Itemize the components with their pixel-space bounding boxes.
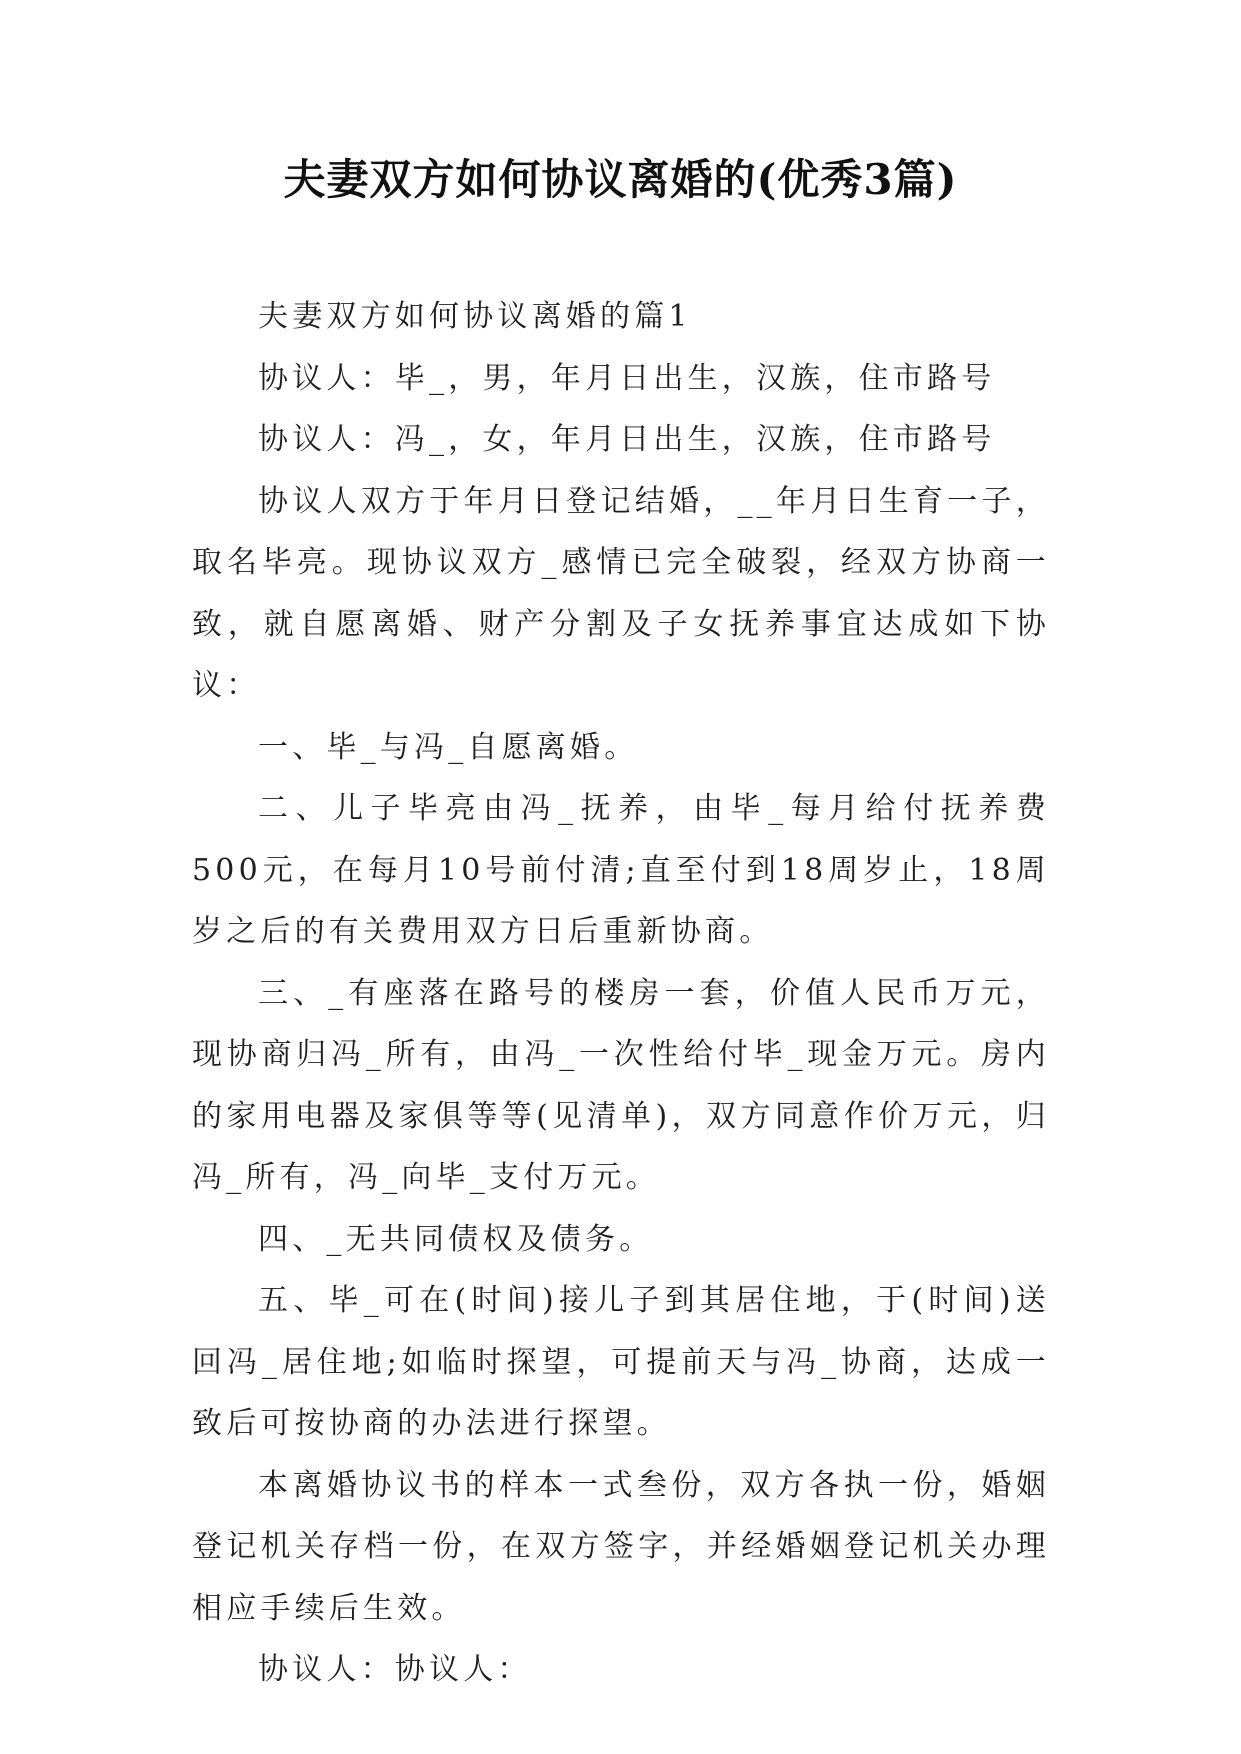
clause-5: 五、毕_可在(时间)接儿子到其居住地，于(时间)送回冯_居住地;如临时探望，可提前天与冯_协商，达成一致后可按协商的办法进行探望。 <box>192 1283 1050 1441</box>
document-body <box>192 286 1050 1701</box>
clause-4: 四、_无共同债权及债务。 <box>258 1221 654 1257</box>
clause-1: 一、毕_与冯_自愿离婚。 <box>258 729 639 765</box>
clause-3: 三、_有座落在路号的楼房一套，价值人民币万元，现协商归冯_所有，由冯_一次性给付毕_现金万元。房内的家用电器及家俱等等(见清单)，双方同意作价万元，归冯_所有，冯_向毕_支付万元。 <box>192 975 1050 1195</box>
intro-paragraph: 协议人双方于年月日登记结婚，__年月日生育一子，取名毕亮。现协议双方_感情已完全破裂，经双方协商一致，就自愿离婚、财产分割及子女抚养事宜达成如下协议： <box>192 483 1050 703</box>
party-b-line: 协议人：冯_，女，年月日出生，汉族，住市路号 <box>258 422 996 457</box>
clause-2: 二、儿子毕亮由冯_抚养，由毕_每月给付抚养费500元，在每月10号前付清;直至付到18周岁止，18周岁之后的有关费用双方日后重新协商。 <box>192 791 1050 949</box>
signature-line: 协议人：协议人： <box>258 1652 532 1687</box>
document-title: 夫妻双方如何协议离婚的(优秀3篇) <box>283 155 958 204</box>
closing-paragraph: 本离婚协议书的样本一式叁份，双方各执一份，婚姻登记机关存档一份，在双方签字，并经婚姻登记机关办理相应手续后生效。 <box>192 1467 1050 1626</box>
section-heading: 夫妻双方如何协议离婚的篇1 <box>258 299 692 334</box>
party-a-line: 协议人：毕_，男，年月日出生，汉族，住市路号 <box>258 360 996 396</box>
